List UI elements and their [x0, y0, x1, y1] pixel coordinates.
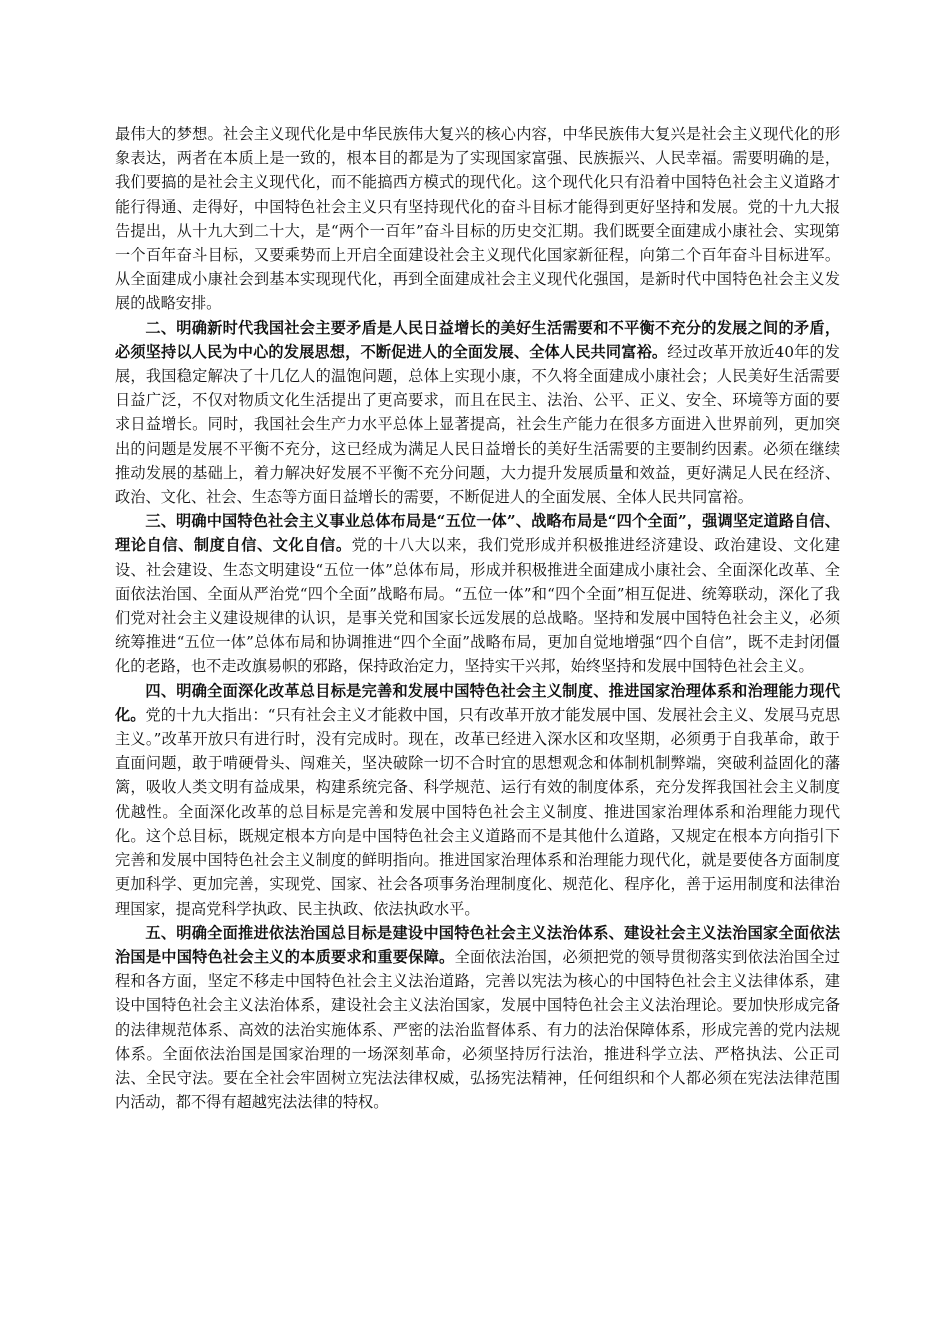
document-body — [115, 122, 840, 1114]
paragraph-5 — [115, 921, 840, 1115]
paragraph-text: 党的十八大以来，我们党形成并积极推进经济建设、政治建设、文化建设、社会建设、生态文明建设“五位一体”总体布局，形成并积极推进全面建成小康社会、全面深化改革、全面依法治国、全面从严治党“四个全面”战略布局。“五位一体”和“四个全面”相互促进、统筹联动，深化了我们党对社会主义建设规律的认识，是事关党和国家长远发展的总战略。坚持和发展中国特色社会主义，必须统筹推进“五位一体”总体布局和协调推进“四个全面”战略布局，更加自觉地增强“四个自信”，既不走封闭僵化的老路，也不走改旗易帜的邪路，保持政治定力，坚持实干兴邦，始终坚持和发展中国特色社会主义。 — [115, 536, 841, 676]
paragraph-4 — [115, 679, 840, 921]
paragraph-text: 党的十九大指出：“只有社会主义才能救中国，只有改革开放才能发展中国、发展社会主义、发展马克思主义。”改革开放只有进行时，没有完成时。现在，改革已经进入深水区和攻坚期，必须勇于自我革命，敢于直面问题，敢于啃硬骨头、闯难关，坚决破除一切不合时宜的思想观念和体制机制弊端，突破利益固化的藩篱，吸收人类文明有益成果，构建系统完备、科学规范、运行有效的制度体系，充分发挥我国社会主义制度优越性。全面深化改革的总目标是完善和发展中国特色社会主义制度、推进国家治理体系和治理能力现代化。这个总目标，既规定根本方向是中国特色社会主义道路而不是其他什么道路，又规定在根本方向指引下完善和发展中国特色社会主义制度的鲜明指向。推进国家治理体系和治理能力现代化，就是要使各方面制度更加科学、更加完善，实现党、国家、社会各项事务治理制度化、规范化、程序化，善于运用制度和法律治理国家，提高党科学执政、民主执政、依法执政水平。 — [115, 705, 841, 918]
paragraph-1 — [115, 122, 840, 316]
paragraph-text: 全面依法治国，必须把党的领导贯彻落实到依法治国全过程和各方面，坚定不移走中国特色社会主义法治道路，完善以宪法为核心的中国特色社会主义法律体系，建设中国特色社会主义法治体系，建设社会主义法治国家，发展中国特色社会主义法治理论。要加快形成完备的法律规范体系、高效的法治实施体系、严密的法治监督体系、有力的法治保障体系，形成完善的党内法规体系。全面依法治国是国家治理的一场深刻革命，必须坚持厉行法治，推进科学立法、严格执法、公正司法、全民守法。要在全社会牢固树立宪法法律权威，弘扬宪法精神，任何组织和个人都必须在宪法法律范围内活动，都不得有超越宪法法律的特权。 — [115, 947, 841, 1112]
section-heading-3: 三、明确中国特色社会主义事业总体布局是“五位一体”、战略布局是“四个全面”，强调坚定道路自信、理论自信、制度自信、文化自信。 — [115, 512, 840, 555]
section-heading-5: 五、明确全面推进依法治国总目标是建设中国特色社会主义法治体系、建设社会主义法治国家全面依法治国是中国特色社会主义的本质要求和重要保障。 — [115, 923, 840, 966]
section-heading-4: 四、明确全面深化改革总目标是完善和发展中国特色社会主义制度、推进国家治理体系和治理能力现代化。 — [115, 681, 840, 724]
paragraph-2 — [115, 316, 840, 510]
section-heading-2: 二、明确新时代我国社会主要矛盾是人民日益增长的美好生活需要和不平衡不充分的发展之间的矛盾，必须坚持以人民为中心的发展思想，不断促进人的全面发展、全体人民共同富裕。 — [115, 318, 840, 361]
paragraph-text: 经过改革开放近40年的发展，我国稳定解决了十几亿人的温饱问题，总体上实现小康，不久将全面建成小康社会；人民美好生活需要日益广泛，不仅对物质文化生活提出了更高要求，而且在民主、法治、公平、正义、安全、环境等方面的要求日益增长。同时，我国社会生产力水平总体上显著提高，社会生产能力在很多方面进入世界前列，更加突出的问题是发展不平衡不充分，这已经成为满足人民日益增长的美好生活需要的主要制约因素。必须在继续推动发展的基础上，着力解决好发展不平衡不充分问题，大力提升发展质量和效益，更好满足人民在经济、政治、文化、社会、生态等方面日益增长的需要，不断促进人的全面发展、全体人民共同富裕。 — [115, 342, 840, 507]
paragraph-text: 最伟大的梦想。社会主义现代化是中华民族伟大复兴的核心内容，中华民族伟大复兴是社会主义现代化的形象表达，两者在本质上是一致的，根本目的都是为了实现国家富强、民族振兴、人民幸福。需要明确的是，我们要搞的是社会主义现代化，而不能搞西方模式的现代化。这个现代化只有沿着中国特色社会主义道路才能行得通、走得好，中国特色社会主义只有坚持现代化的奋斗目标才能得到更好坚持和发展。党的十九大报告提出，从十九大到二十大，是“两个一百年”奋斗目标的历史交汇期。我们既要全面建成小康社会、实现第一个百年奋斗目标，又要乘势而上开启全面建设社会主义现代化国家新征程，向第二个百年奋斗目标进军。从全面建成小康社会到基本实现现代化，再到全面建成社会主义现代化强国，是新时代中国特色社会主义发展的战略安排。 — [115, 125, 840, 313]
paragraph-3 — [115, 509, 840, 678]
